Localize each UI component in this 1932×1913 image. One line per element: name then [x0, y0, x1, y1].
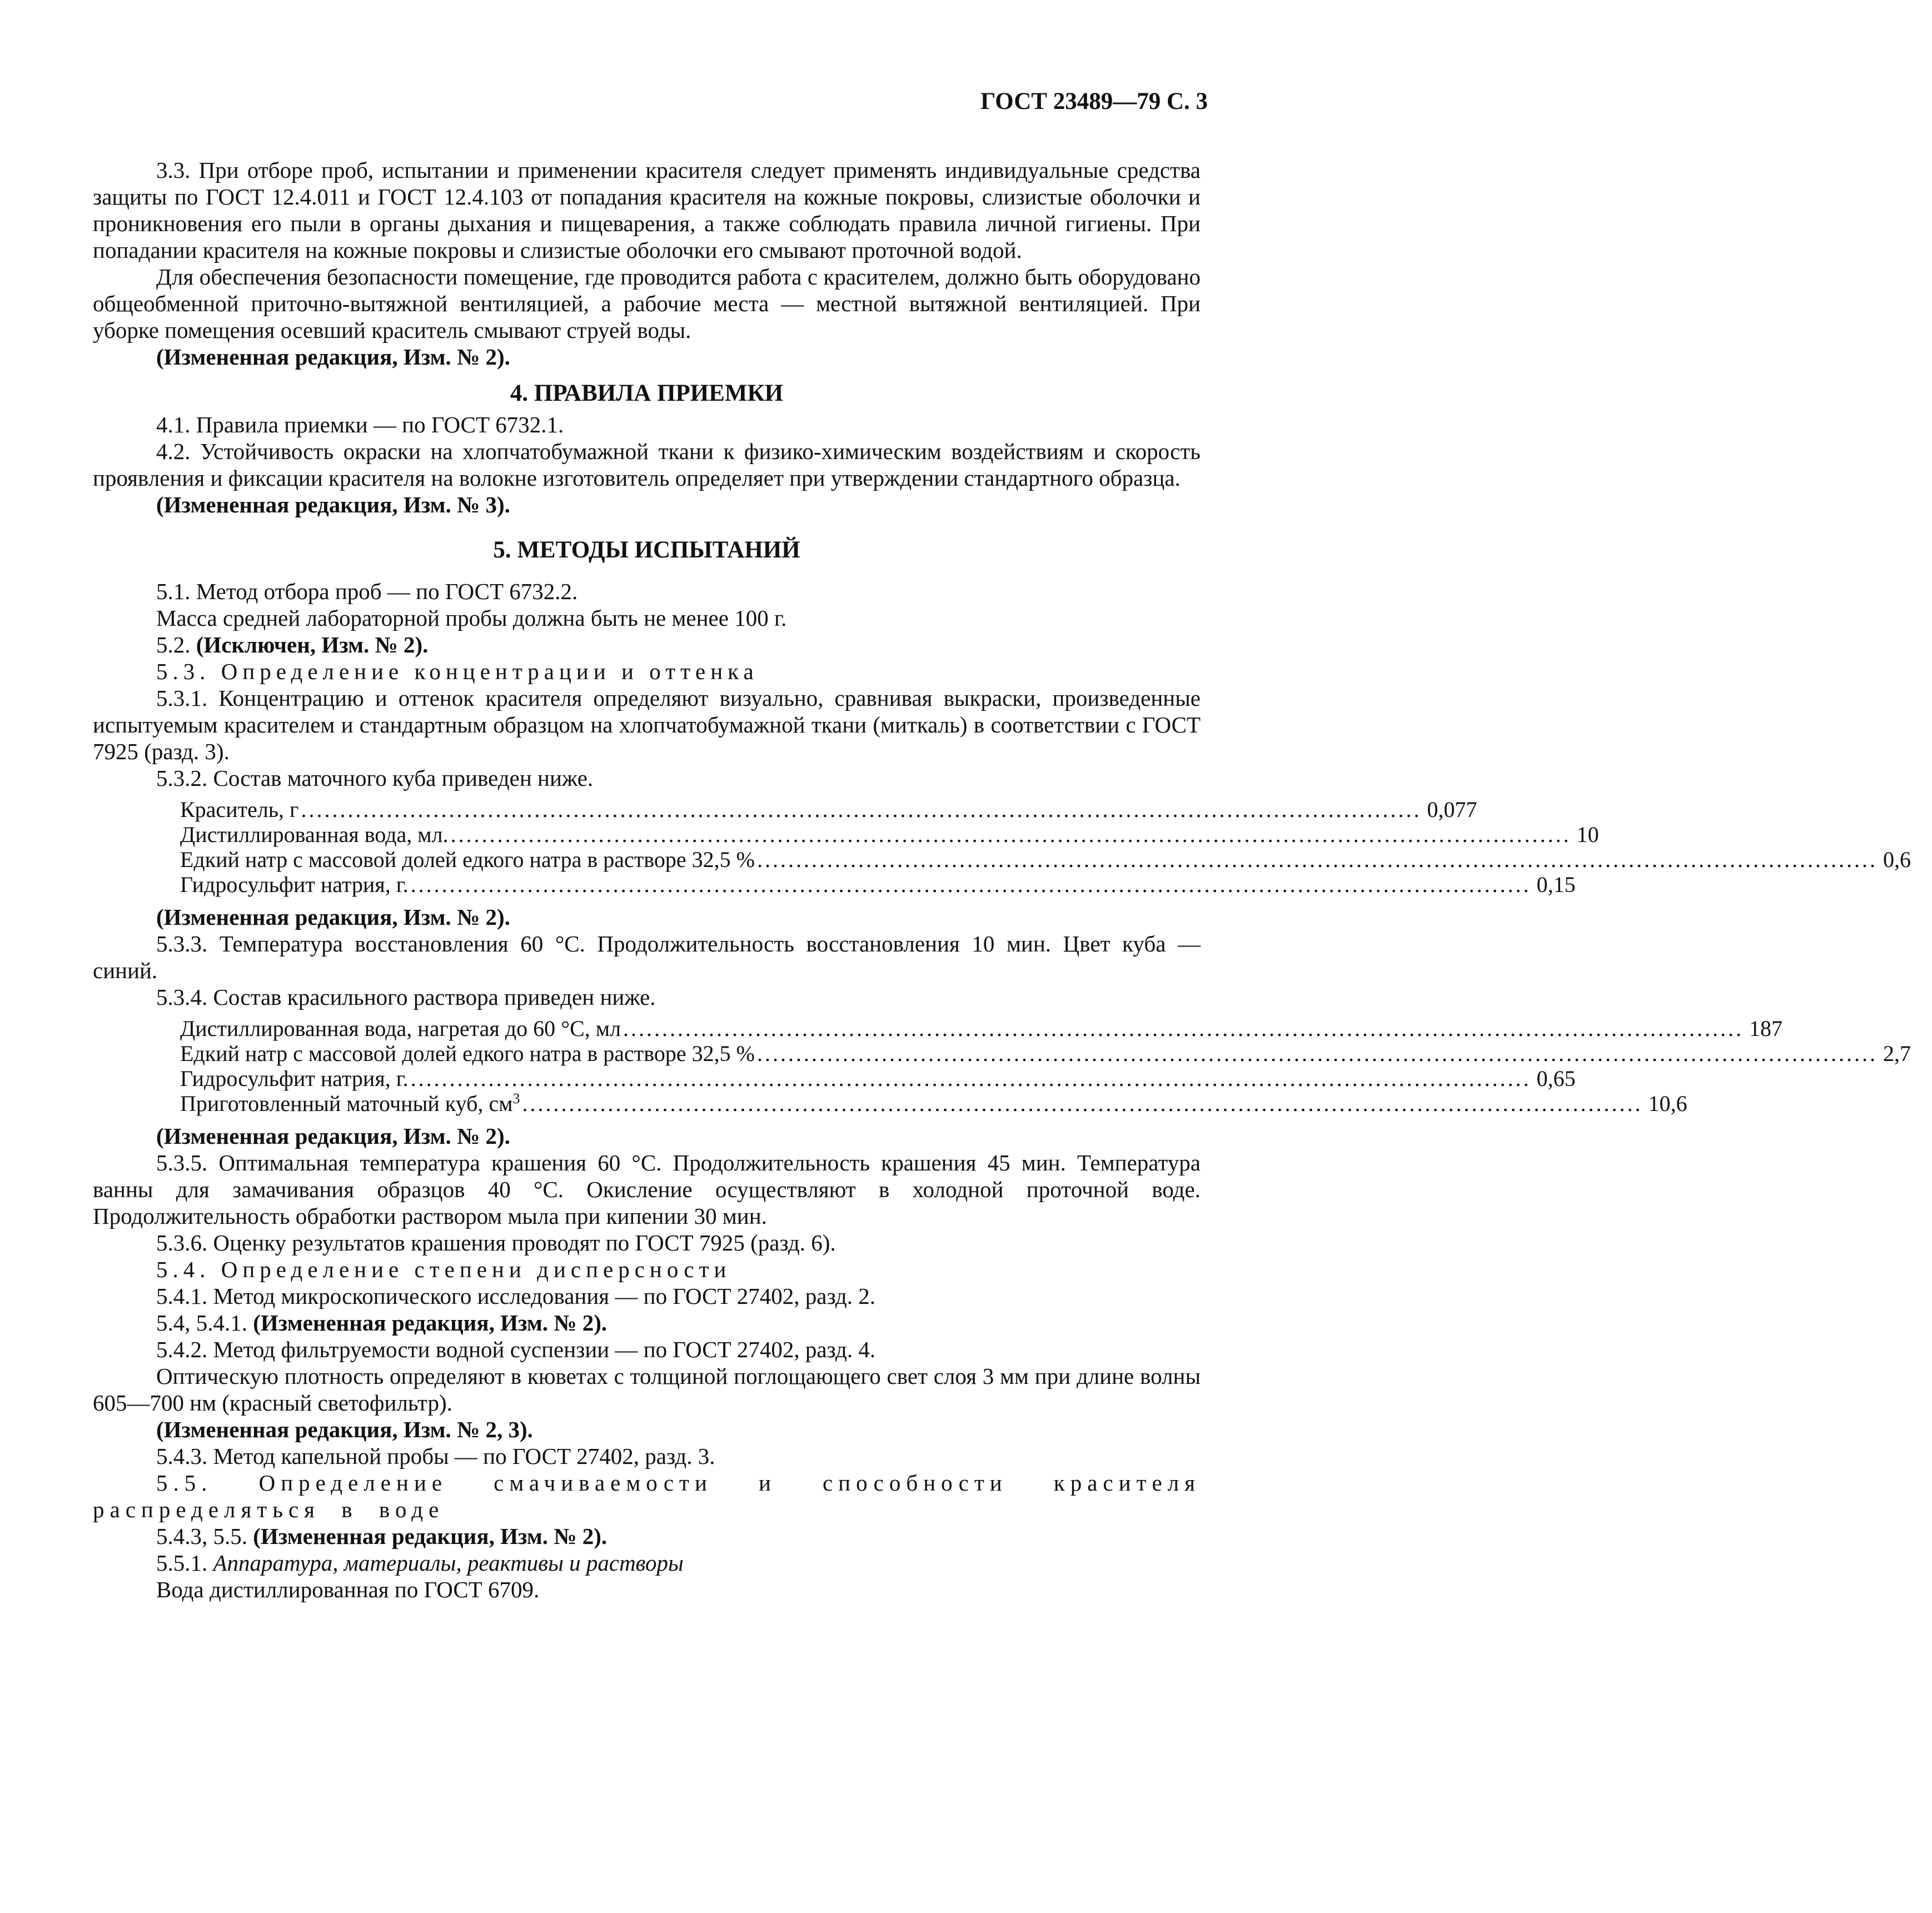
stock-vat-composition-list — [93, 797, 1911, 897]
paragraph-3-3-ventilation: Для обеспечения безопасности помещение, где проводится работа с красителем, должно быть оборудовано общеобменной приточно-вытяжной вентиляцией, а рабочие места — местной вытяжной вентиляцией. При уборке помещения осевший краситель смывают струей воды. — [93, 264, 1201, 343]
list-item: Гидросульфит натрия, г. ................................................................................................................................................ 0,65 — [180, 1066, 1576, 1091]
paragraph-5-3-1: 5.3.1. Концентрацию и оттенок красителя определяют визуально, сравнивая выкраски, произведенные испытуемым красителем и стандартным образцом на хлопчатобумажной ткани (миткаль) в соответствии с ГОСТ 7925 (разд. 3). — [93, 685, 1201, 764]
list-item: Едкий натр с массовой долей едкого натра в растворе 32,5 % ................................................................................................................................................ 2,7 — [180, 1041, 1911, 1066]
paragraph-5-3-2: 5.3.2. Состав маточного куба приведен ниже. — [156, 765, 594, 791]
list-item: Дистиллированная вода, нагретая до 60 °С, мл ................................................................................................................................................ 187 — [180, 1016, 1783, 1041]
list-item: Дистиллированная вода, мл. ................................................................................................................................................ 10 — [180, 822, 1599, 847]
paragraph-4-1: 4.1. Правила приемки — по ГОСТ 6732.1. — [156, 412, 564, 437]
paragraph-5-1-mass: Масса средней лабораторной пробы должна быть не менее 100 г. — [156, 605, 787, 631]
paragraph-5-3-5: 5.3.5. Оптимальная температура крашения 60 °С. Продолжительность крашения 45 мин. Температура ванны для замачивания образцов 40 °С. Окисление осуществляют в холодной проточной воде. Продолжительность обработки раствором мыла при кипении 30 мин. — [93, 1150, 1201, 1229]
paragraph-5-4-2: 5.4.2. Метод фильтруемости водной суспензии — по ГОСТ 27402, разд. 4. — [156, 1337, 876, 1362]
page-content — [93, 157, 1911, 1603]
section-5-title: 5. МЕТОДЫ ИСПЫТАНИЙ — [493, 537, 800, 563]
amendment-note: (Измененная редакция, Изм. № 2). — [156, 344, 510, 370]
list-item: Гидросульфит натрия, г. ................................................................................................................................................ 0,15 — [180, 872, 1576, 897]
paragraph-5-1: 5.1. Метод отбора проб — по ГОСТ 6732.2. — [156, 579, 578, 604]
paragraph-3-3: 3.3. При отборе проб, испытании и применении красителя следует применять индивидуальные средства защиты по ГОСТ 12.4.011 и ГОСТ 12.4.103 от попадания красителя на кожные покровы, слизистые оболочки и проникновения его пыли в органы дыхания и пищеварения, а также соблюдать правила личной гигиены. При попадании красителя на кожные покровы и слизистые оболочки его смывают проточной водой. — [93, 157, 1201, 263]
paragraph-5-3-4: 5.3.4. Состав красильного раствора приведен ниже. — [156, 984, 656, 1010]
amendment-note: (Измененная редакция, Изм. № 2, 3). — [156, 1417, 533, 1442]
paragraph-5-4-1: 5.4.1. Метод микроскопического исследования — по ГОСТ 27402, разд. 2. — [156, 1283, 876, 1309]
paragraph-5-5: 5.5. Определение смачиваемости и способности красителя распределяться в воде — [93, 1470, 1201, 1522]
amendment-note: (Измененная редакция, Изм. № 2). — [156, 1123, 510, 1149]
paragraph-5-5-amendment: 5.4.3, 5.5. (Измененная редакция, Изм. № 2). — [156, 1523, 608, 1549]
paragraph-5-5-1: 5.5.1. Аппаратура, материалы, реактивы и растворы — [156, 1550, 684, 1576]
paragraph-5-4: 5.4. Определение степени дисперсности — [156, 1257, 731, 1282]
paragraph-5-2 — [93, 631, 1201, 658]
paragraph-5-3: 5.3. Определение концентрации и оттенка — [156, 659, 759, 684]
paragraph-5-4-amendment: 5.4, 5.4.1. (Измененная редакция, Изм. № 2). — [156, 1310, 608, 1336]
list-item: Приготовленный маточный куб, $см^3$ ................................................................................................................................................ 10,6 — [180, 1090, 1687, 1116]
section-4-title: 4. ПРАВИЛА ПРИЕМКИ — [510, 380, 784, 406]
list-item: Едкий натр с массовой долей едкого натра в растворе 32,5 % ................................................................................................................................................ 0,6 — [180, 847, 1911, 872]
paragraph-5-3-3: 5.3.3. Температура восстановления 60 °С. Продолжительность восстановления 10 мин. Цвет куба — синий. — [93, 931, 1201, 983]
amendment-note: (Измененная редакция, Изм. № 2). — [156, 904, 510, 930]
list-item: Краситель, г ................................................................................................................................................ 0,077 — [180, 797, 1477, 822]
page-header: ГОСТ 23489—79 С. 3 — [980, 88, 1208, 114]
amendment-note: (Измененная редакция, Изм. № 3). — [156, 492, 510, 517]
paragraph-5-4-2-optical: Оптическую плотность определяют в кюветах с толщиной поглощающего свет слоя 3 мм при длине волны 605—700 нм (красный светофильтр). — [93, 1363, 1201, 1416]
paragraph-5-2-excluded: (Исключен, Изм. № 2). — [196, 632, 429, 657]
paragraph-4-2: 4.2. Устойчивость окраски на хлопчатобумажной ткани к физико-химическим воздействиям и скорость проявления и фиксации красителя на волокне изготовитель определяет при утверждении стандартного образца. — [93, 439, 1201, 491]
paragraph-5-2-number: 5.2. — [156, 632, 191, 657]
paragraph-5-3-6: 5.3.6. Оценку результатов крашения проводят по ГОСТ 7925 (разд. 6). — [156, 1230, 836, 1256]
dye-solution-composition-list — [93, 1016, 1911, 1116]
paragraph-5-4-3: 5.4.3. Метод капельной пробы — по ГОСТ 27402, разд. 3. — [156, 1443, 715, 1469]
paragraph-5-5-1-water: Вода дистиллированная по ГОСТ 6709. — [156, 1577, 540, 1602]
